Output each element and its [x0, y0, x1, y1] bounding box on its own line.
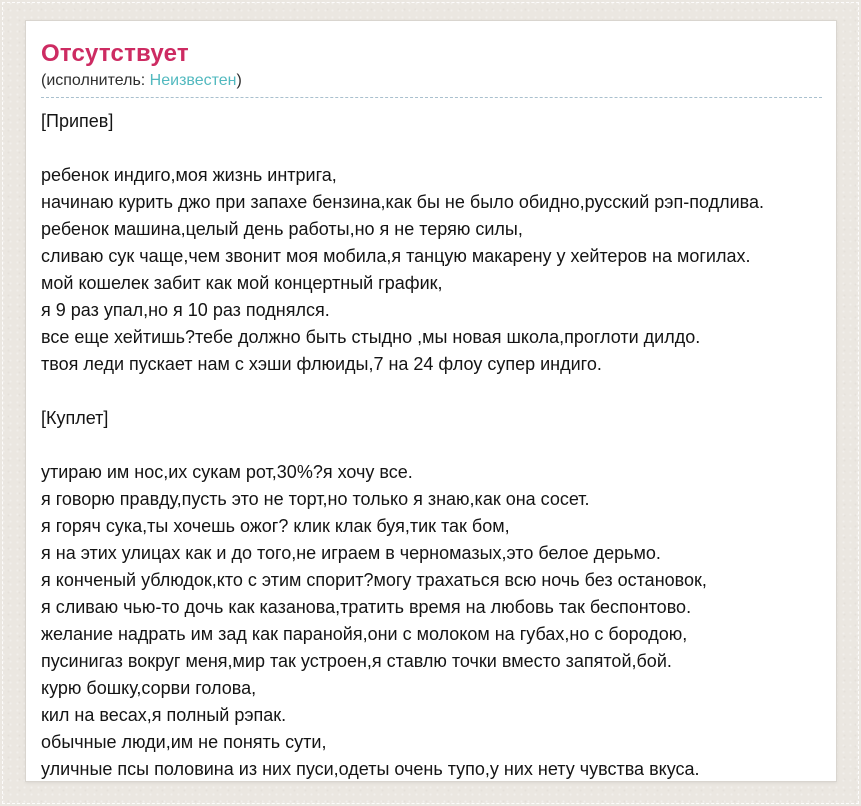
lyric-line: курю бошку,сорви голова,: [41, 677, 257, 698]
lyric-line: ребенок индиго,моя жизнь интрига,: [41, 164, 337, 185]
lyric-line: утираю им нос,их сукам рот,30%?я хочу все.: [41, 461, 413, 482]
lyric-line: все еще хейтишь?тебе должно быть стыдно ,мы новая школа,проглоти дилдо.: [41, 326, 701, 347]
artist-label-prefix: (исполнитель:: [41, 71, 150, 89]
lyric-line: [Куплет]: [41, 407, 109, 428]
song-title: Отсутствует: [41, 40, 189, 67]
lyric-line: твоя леди пускает нам с хэши флюиды,7 на 24 флоу супер индиго.: [41, 353, 602, 374]
lyric-line: я говорю правду,пусть это не торт,но только я знаю,как она сосет.: [41, 488, 590, 509]
lyric-line: кил на весах,я полный рэпак.: [41, 704, 287, 725]
lyric-line: уличные псы половина из них пуси,одеты очень тупо,у них нету чувства вкуса.: [41, 758, 700, 779]
lyric-line: [41, 378, 822, 405]
lyric-line: я 9 раз упал,но я 10 раз поднялся.: [41, 299, 330, 320]
lyrics: [41, 108, 822, 783]
dashed-separator: [41, 97, 822, 98]
artist-label-suffix: ): [236, 71, 242, 89]
lyric-line: я конченый ублюдок,кто с этим спорит?могу трахаться всю ночь без остановок,: [41, 569, 707, 590]
lyric-line: я сливаю чью-то дочь как казанова,тратить время на любовь так беспонтово.: [41, 596, 692, 617]
lyric-line: пусинигаз вокруг меня,мир так устроен,я ставлю точки вместо запятой,бой.: [41, 650, 672, 671]
lyric-line: я на этих улицах как и до того,не играем в черномазых,это белое дерьмо.: [41, 542, 661, 563]
content-card: [25, 20, 837, 782]
lyric-line: [41, 135, 822, 162]
lyric-line: ребенок машина,целый день работы,но я не теряю силы,: [41, 218, 523, 239]
lyric-line: [Припев]: [41, 110, 114, 131]
lyric-line: [41, 432, 822, 459]
lyric-line: я горяч сука,ты хочешь ожог? клик клак буя,тик так бом,: [41, 515, 510, 536]
lyric-line: желание надрать им зад как паранойя,они с молоком на губах,но с бородою,: [41, 623, 688, 644]
lyric-line: обычные люди,им не понять сути,: [41, 731, 327, 752]
lyric-line: мой кошелек забит как мой концертный график,: [41, 272, 443, 293]
lyric-line: сливаю сук чаще,чем звонит моя мобила,я танцую макарену у хейтеров на могилах.: [41, 245, 751, 266]
artist-link[interactable]: Неизвестен: [149, 71, 237, 89]
lyric-line: начинаю курить джо при запахе бензина,как бы не было обидно,русский рэп-подлива.: [41, 191, 764, 212]
song-subtitle: [41, 71, 822, 90]
